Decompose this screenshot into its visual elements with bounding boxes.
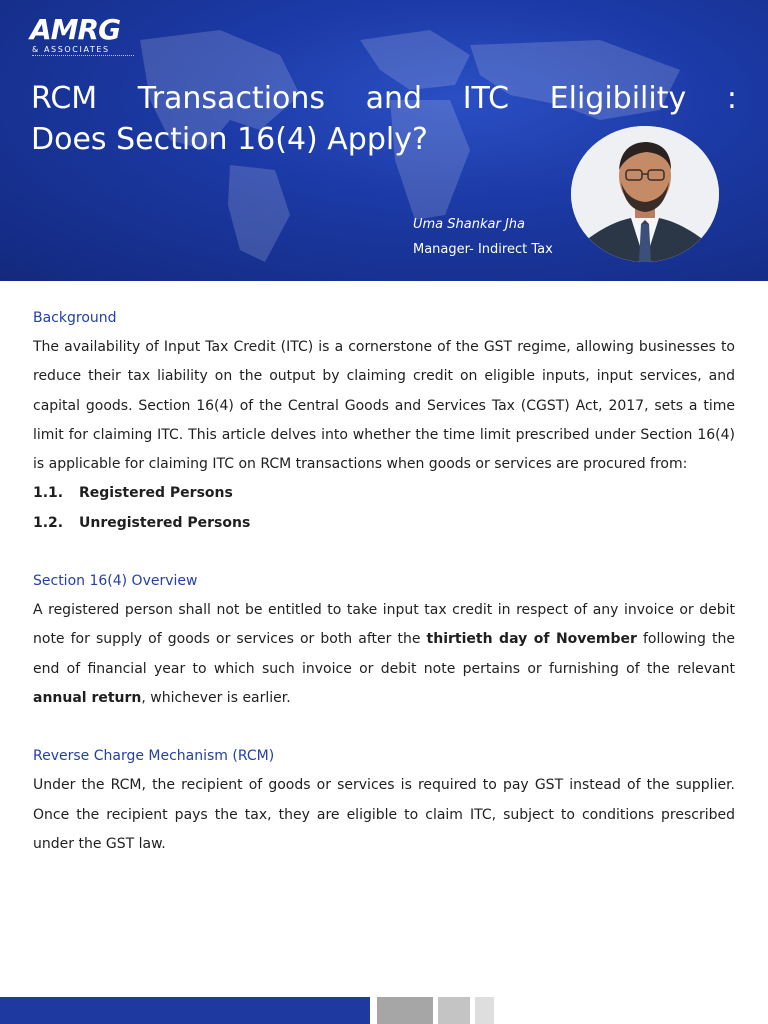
- list-item-label: Unregistered Persons: [79, 514, 251, 531]
- author-name: Uma Shankar Jha: [413, 217, 525, 232]
- title-word: :: [726, 81, 737, 116]
- overview-text: A registered person shall not be entitled to take input tax credit in respect of any invoice or debit note for supply of goods or services or both after the: [33, 602, 735, 648]
- company-logo: [30, 14, 140, 60]
- footer-grey-block: [438, 997, 470, 1024]
- overview-bold-deadline: thirtieth day of November: [426, 631, 637, 648]
- list-item-number: 1.1.: [33, 485, 64, 502]
- list-item: [33, 479, 735, 508]
- rcm-heading: Reverse Charge Mechanism (RCM): [33, 748, 275, 765]
- section-spacer: [33, 538, 735, 567]
- footer-blue-bar: [0, 997, 370, 1024]
- overview-heading: Section 16(4) Overview: [33, 573, 198, 590]
- footer-grey-block: [377, 997, 433, 1024]
- list-item-number: 1.2.: [33, 514, 64, 531]
- logo-subtitle: & ASSOCIATES: [32, 45, 110, 54]
- title-word: Eligibility: [549, 81, 687, 116]
- title-line-1: [31, 78, 737, 119]
- overview-text: , whichever is earlier.: [141, 689, 291, 706]
- overview-bold-annual-return: annual return: [33, 689, 142, 706]
- background-paragraph: The availability of Input Tax Credit (ITC) is a cornerstone of the GST regime, allowing businesses to reduce their tax liability on the output by claiming credit on eligible inputs, input services, and capital goods. Section 16(4) of the Central Goods and Services Tax (CGST) Act, 2017, sets a time limit for claiming ITC. This article delves into whether the time limit prescribed under Section 16(4) is applicable for claiming ITC on RCM transactions when goods or services are procured from:: [33, 339, 735, 473]
- title-word: and: [365, 81, 423, 116]
- author-portrait-image: [571, 126, 719, 262]
- logo-tagline-line: [32, 55, 134, 59]
- overview-text: following the end of financial year to which such invoice or debit note pertains or furnishing of the relevant: [33, 631, 735, 677]
- title-word: RCM: [31, 81, 98, 116]
- logo-wordmark: AMRG: [30, 13, 121, 46]
- list-item: [33, 509, 735, 538]
- header-banner: [0, 0, 768, 281]
- title-word: ITC: [462, 81, 510, 116]
- article-body: [33, 304, 735, 859]
- procurement-list: [33, 479, 735, 538]
- background-heading: Background: [33, 310, 117, 326]
- list-item-label: Registered Persons: [79, 485, 233, 502]
- title-line-2: Does Section 16(4) Apply?: [31, 122, 428, 157]
- overview-paragraph: [33, 596, 735, 713]
- section-spacer: [33, 713, 735, 742]
- title-word: Transactions: [137, 81, 326, 116]
- author-block: [413, 212, 553, 262]
- author-role: Manager- Indirect Tax: [413, 242, 553, 257]
- rcm-paragraph: Under the RCM, the recipient of goods or services is required to pay GST instead of the supplier. Once the recipient pays the tax, they are eligible to claim ITC, subject to conditions prescribed under the GST law.: [33, 777, 735, 852]
- author-photo: [571, 126, 719, 262]
- footer-grey-block: [475, 997, 494, 1024]
